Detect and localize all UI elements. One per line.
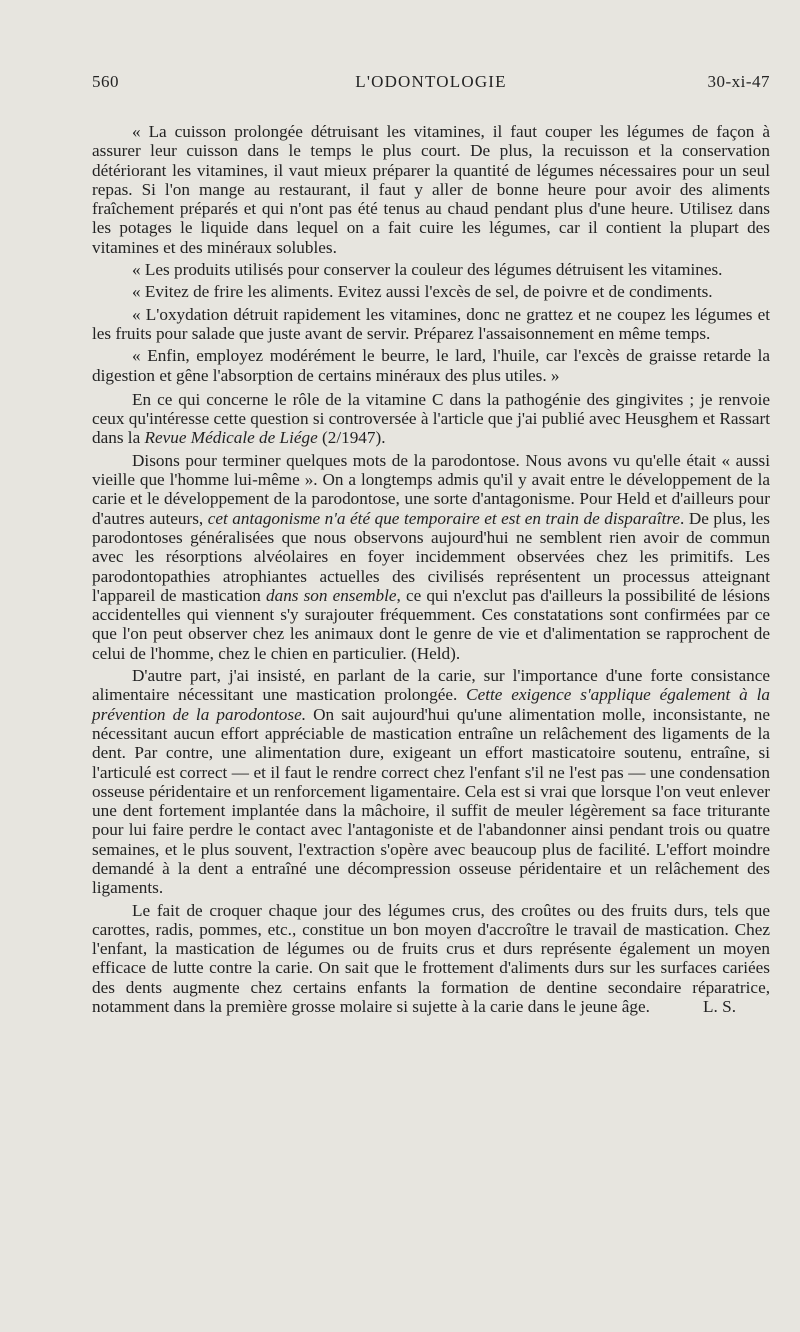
text-run: Disons pour terminer quelques mots de la parodontose. Nous avons vu qu'elle était « aussi vieille que l'homme lui-même ». On a longtemps admis qu'il y avait entre le développement de la carie et le développement de la parodontose, une sorte d'antagonisme. Pour Held et d'ailleurs pour d'autres auteurs, [92,450,770,528]
italic-text: dans son ensemble [266,585,397,605]
paragraph [92,260,770,279]
italic-text: Revue Médicale de Liége [144,428,318,448]
text-run: « Enfin, employez modérément le beurre, le lard, l'huile, car l'excès de graisse retarde la digestion et gêne l'absorption de certains minéraux des plus utiles. » [92,346,770,385]
paragraph [92,346,770,385]
paragraph [92,282,770,301]
text-run: On sait aujourd'hui qu'une alimentation molle, inconsistante, ne nécessitant aucun effort appréciable de mastication entraîne un relâchement des ligaments de la dent. Par contre, une alimentation dure, exigeant un effort masticatoire soutenu, entraîne, si l'articulé est correct — et il faut le rendre correct chez l'enfant s'il ne l'est pas — une condensation osseuse péridentaire et un renforcement ligamentaire. Cela est si vrai que lorsque l'on veut enlever une dent fortement implantée dans la mâchoire, il suffit de meuler légèrement sa face triturante pour lui faire perdre le contact avec l'antagoniste et de l'abandonner ainsi pendant trois ou quatre semaines, et le plus souvent, l'extraction s'opère avec beaucoup plus de facilité. L'effort moindre demandé à la dent a entraîné une décompression osseuse péridentaire et un relâchement des ligaments. [92,704,770,898]
paragraph [92,305,770,344]
text-run: En ce qui concerne le rôle de la vitamine C dans la pathogénie des gingivites ; je renvoie ceux qu'intéresse cette question si controversée à l'article que j'ai publié avec Heusghem et Rassart dans la [92,389,770,448]
paragraph [92,901,770,1017]
italic-text: cet antagonisme n'a été que temporaire et est en train de disparaître [207,508,681,528]
page-number: 560 [92,72,119,91]
journal-title: L'ODONTOLOGIE [355,72,507,91]
author-signature: L. S. [703,997,736,1017]
text-run: « La cuisson prolongée détruisant les vitamines, il faut couper les légumes de façon à assurer leur cuisson dans le temps le plus court. De plus, la recuisson et la conservation détériorant les vitamines, il vaut mieux préparer la quantité de légumes nécessaires pour un seul repas. Si l'on mange au restaurant, il faut y aller de bonne heure pour avoir des aliments fraîchement préparés et qui n'ont pas été tenus au chaud pendant plus d'une heure. Utilisez dans les potages le liquide dans lequel on a fait cuire les légumes, car il contient la plupart des vitamines et des minéraux solubles. [92,122,770,257]
text-run: (2/1947). [317,428,386,448]
paragraph [92,390,770,448]
body-text [92,122,770,1016]
text-run: , ce qui n'exclut pas d'ailleurs la possibilité de lésions accidentelles qui viennent s'y surajouter fréquemment. Ces constatations sont confirmées par ce que l'on peut observer chez les animaux dont le genre de vie et d'alimentation se rapprochent de celui de l'homme, chez le chien en particulier. (Held). [92,585,770,663]
paragraph [92,666,770,898]
paragraph [92,451,770,663]
italic-text: Cette exigence s'applique également à la prévention de la parodontose. [92,685,771,724]
text-run: « L'oxydation détruit rapidement les vitamines, donc ne grattez et ne coupez les légumes et les fruits pour salade que juste avant de servir. Préparez l'assaisonnement en même temps. [92,304,770,343]
text-run: D'autre part, j'ai insisté, en parlant de la carie, sur l'importance d'une forte consistance alimentaire nécessitant une mastication prolongée. [92,666,770,705]
running-header [92,72,770,98]
text-run: « Les produits utilisés pour conserver la couleur des légumes détruisent les vitamines. [132,260,723,280]
text-run: . De plus, les parodontoses généralisées que nous observons aujourd'hui ne semblent rien avoir de commun avec les résorptions alvéolaires en foyer incidemment observées chez les primitifs. Les parodontopathies atrophiantes actuelles des civilisés représentent un processus atteignant l'appareil de mastication [92,508,770,605]
text-run: « Evitez de frire les aliments. Evitez aussi l'excès de sel, de poivre et de condiments. [132,282,713,302]
text-run: Le fait de croquer chaque jour des légumes crus, des croûtes ou des fruits durs, tels que carottes, radis, pommes, etc., constitue un bon moyen d'accroître le travail de mastication. Chez l'enfant, la mastication de légumes ou de fruits crus et durs représente également un moyen efficace de lutte contre la carie. On sait que le frottement d'aliments durs sur les surfaces cariées des dents augmente chez certains enfants la formation de dentine secondaire réparatrice, notamment dans la première grosse molaire si sujette à la carie dans le jeune âge. [92,900,770,1017]
paragraph [92,122,770,257]
issue-date: 30-xi-47 [707,72,770,91]
